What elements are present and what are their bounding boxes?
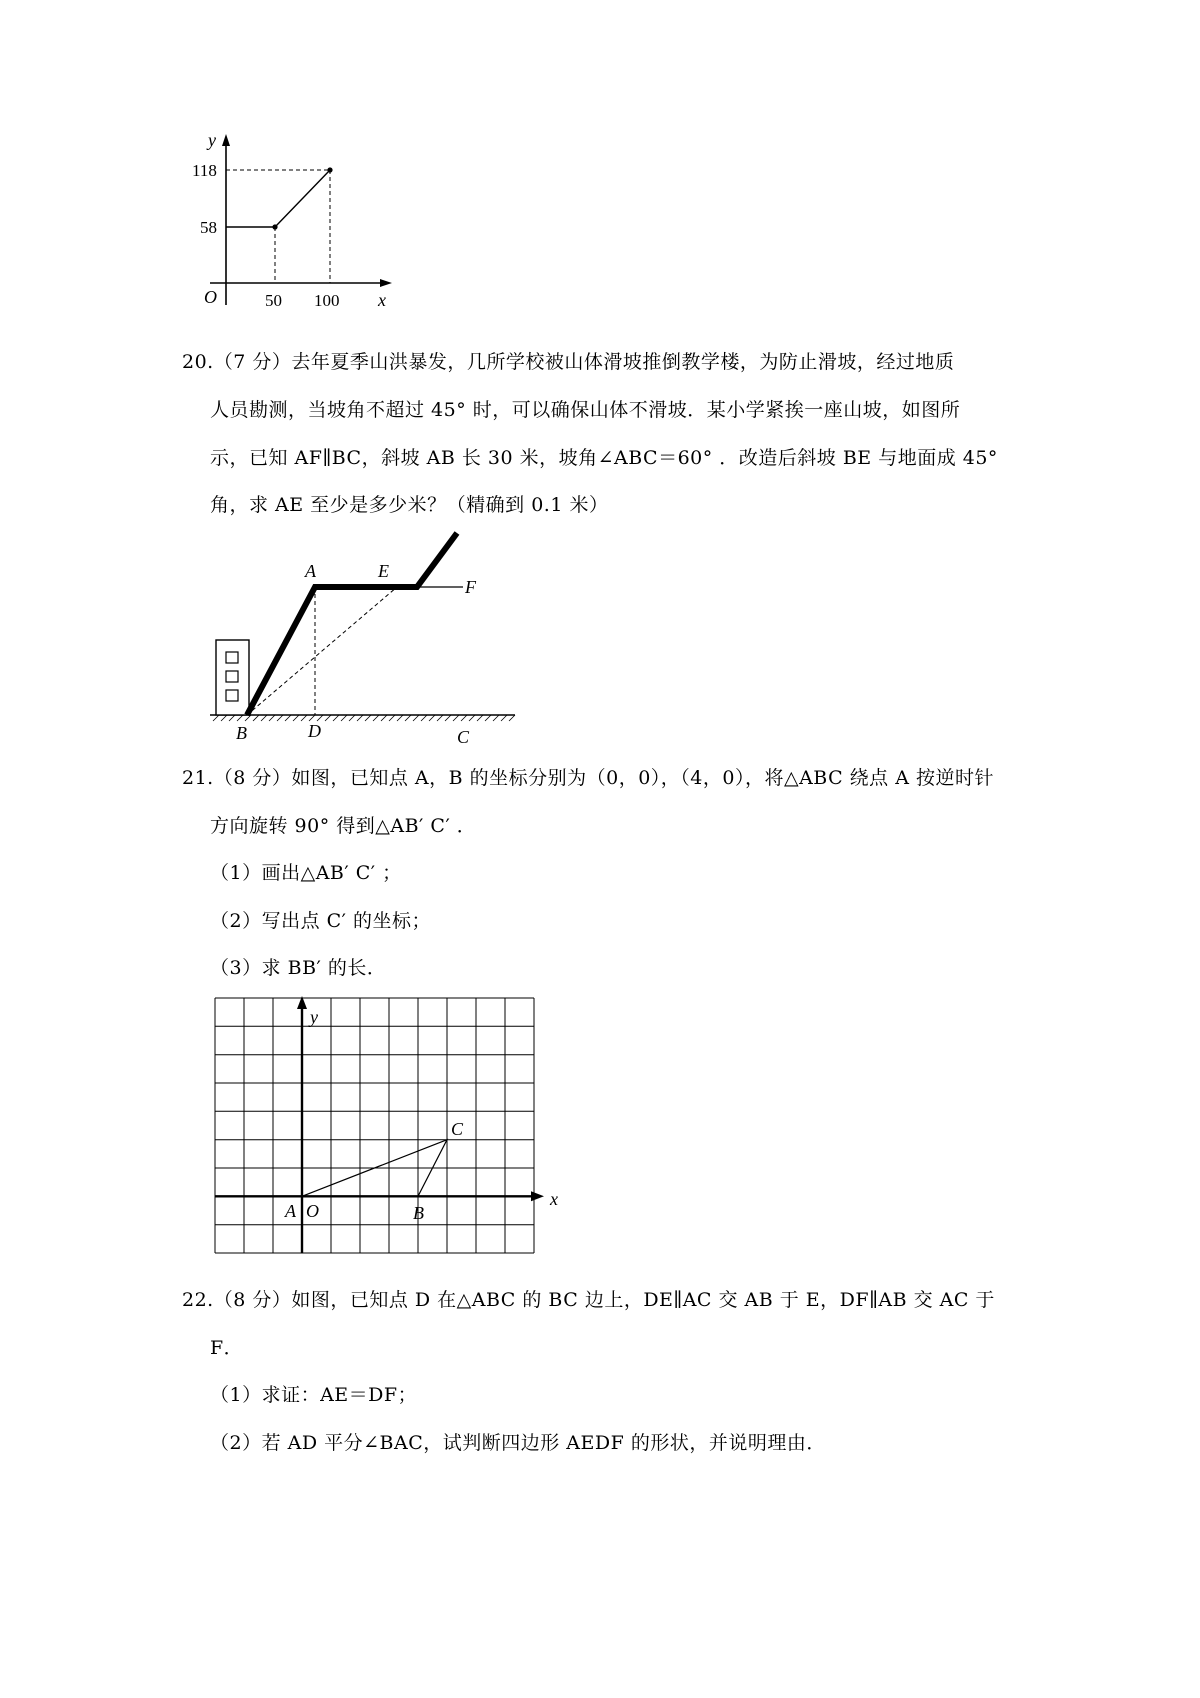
q22-line-2: F． bbox=[210, 1337, 244, 1359]
label-B: B bbox=[236, 723, 247, 743]
ground-hatching bbox=[213, 715, 515, 721]
coordinate-grid bbox=[210, 995, 560, 1265]
y-tick-58: 58 bbox=[200, 218, 217, 237]
q21-line-2: 方向旋转 90° 得到△AB′ C′ ． bbox=[210, 815, 477, 837]
slope-profile bbox=[247, 533, 457, 715]
point-50-58 bbox=[272, 224, 277, 229]
slope-diagram bbox=[205, 525, 535, 755]
q20-line-2: 人员勘测，当坡角不超过 45° 时，可以确保山体不滑坡．某小学紧挨一座山坡，如图所 bbox=[210, 399, 961, 421]
q20-line-4: 角，求 AE 至少是多少米？（精确到 0.1 米） bbox=[210, 494, 609, 516]
grid-label-B: B bbox=[413, 1203, 424, 1223]
q21-sub-2: （2）写出点 C′ 的坐标； bbox=[210, 910, 432, 932]
x-axis-label: x bbox=[378, 290, 386, 310]
school-building bbox=[216, 640, 249, 715]
segment-rising bbox=[275, 170, 330, 227]
y-axis-arrow bbox=[222, 134, 230, 146]
q22-sub-1: （1）求证：AE＝DF； bbox=[210, 1384, 418, 1406]
x-tick-50: 50 bbox=[265, 291, 282, 310]
q20-line-1: 20.（7 分）去年夏季山洪暴发，几所学校被山体滑坡推倒教学楼，为防止滑坡，经过地质 bbox=[182, 351, 955, 373]
grid-lines bbox=[215, 998, 534, 1253]
y-tick-118: 118 bbox=[192, 161, 217, 180]
point-100-118 bbox=[327, 167, 332, 172]
q20-line-3: 示，已知 AF∥BC，斜坡 AB 长 30 米，坡角∠ABC＝60° ．改造后斜坡 BE 与地面成 45° bbox=[210, 447, 998, 469]
line-BE bbox=[247, 587, 397, 715]
y-axis-label: y bbox=[208, 130, 216, 150]
origin-label: O bbox=[204, 287, 217, 307]
piecewise-graph bbox=[190, 130, 420, 330]
label-A: A bbox=[305, 561, 316, 581]
grid-y-label: y bbox=[310, 1007, 318, 1027]
label-F: F bbox=[465, 577, 476, 597]
q22-sub-2: （2）若 AD 平分∠BAC，试判断四边形 AEDF 的形状，并说明理由． bbox=[210, 1432, 826, 1454]
label-D: D bbox=[308, 721, 321, 741]
q21-sub-1: （1）画出△AB′ C′ ； bbox=[210, 862, 402, 884]
grid-label-O: O bbox=[306, 1201, 319, 1221]
q22-line-1: 22.（8 分）如图，已知点 D 在△ABC 的 BC 边上，DE∥AC 交 AB 于 E，DF∥AB 交 AC 于 bbox=[182, 1289, 995, 1311]
label-E: E bbox=[378, 561, 389, 581]
grid-label-A: A bbox=[285, 1201, 296, 1221]
q21-sub-3: （3）求 BB′ 的长． bbox=[210, 957, 387, 979]
grid-x-label: x bbox=[550, 1189, 558, 1209]
x-tick-100: 100 bbox=[314, 291, 340, 310]
grid-x-arrow bbox=[531, 1191, 544, 1201]
q21-line-1: 21.（8 分）如图，已知点 A，B 的坐标分别为（0，0），（4，0），将△ABC 绕点 A 按逆时针 bbox=[182, 767, 994, 789]
grid-label-C: C bbox=[451, 1119, 464, 1139]
label-C: C bbox=[457, 727, 470, 747]
x-axis-arrow bbox=[380, 279, 392, 287]
